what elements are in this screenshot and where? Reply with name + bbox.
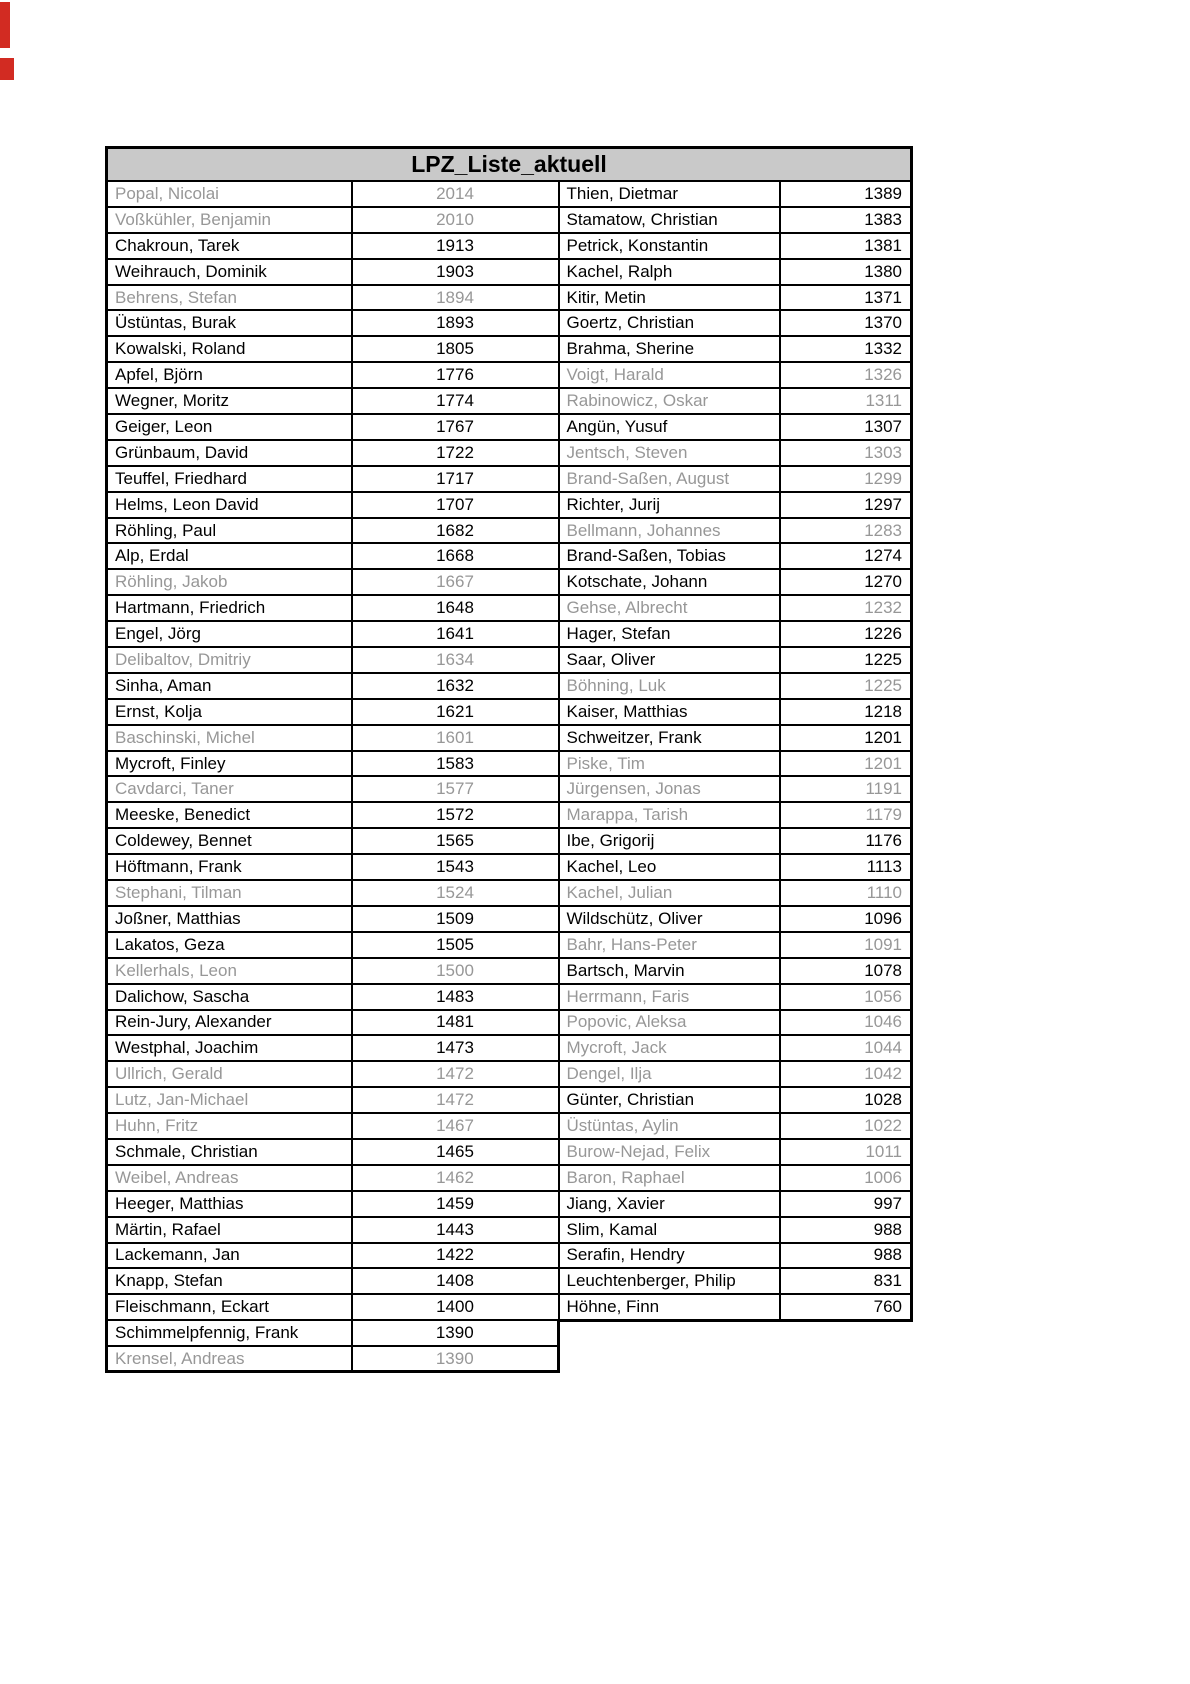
table-row — [107, 207, 912, 233]
player-name-cell: Brand-Saßen, Tobias — [559, 543, 780, 569]
player-name-cell: Weibel, Andreas — [107, 1165, 352, 1191]
rating-cell: 1483 — [352, 984, 559, 1010]
player-name-cell: Schweitzer, Frank — [559, 725, 780, 751]
player-name-cell: Kachel, Leo — [559, 854, 780, 880]
rating-cell: 1462 — [352, 1165, 559, 1191]
rating-cell: 1371 — [780, 285, 912, 311]
rating-cell: 1011 — [780, 1139, 912, 1165]
table-row — [107, 492, 912, 518]
rating-cell: 1390 — [352, 1346, 559, 1372]
rating-cell: 1380 — [780, 259, 912, 285]
player-name-cell: Angün, Yusuf — [559, 414, 780, 440]
rating-cell: 1543 — [352, 854, 559, 880]
table-row — [107, 1268, 912, 1294]
rating-cell: 1201 — [780, 725, 912, 751]
rating-cell: 1505 — [352, 932, 559, 958]
table-row — [107, 362, 912, 388]
rating-cell: 1805 — [352, 336, 559, 362]
rating-cell: 1668 — [352, 543, 559, 569]
table-row — [107, 1191, 912, 1217]
rating-cell: 1472 — [352, 1087, 559, 1113]
rating-cell: 1028 — [780, 1087, 912, 1113]
rating-cell: 1383 — [780, 207, 912, 233]
player-name-cell: Huhn, Fritz — [107, 1113, 352, 1139]
table-row — [107, 1294, 912, 1320]
rating-cell: 1707 — [352, 492, 559, 518]
table-row — [107, 233, 912, 259]
rating-cell: 1774 — [352, 388, 559, 414]
player-name-cell: Kellerhals, Leon — [107, 958, 352, 984]
table-row — [107, 751, 912, 777]
player-name-cell: Stamatow, Christian — [559, 207, 780, 233]
rating-cell: 1056 — [780, 984, 912, 1010]
rating-cell: 1044 — [780, 1035, 912, 1061]
player-name-cell: Jiang, Xavier — [559, 1191, 780, 1217]
rating-cell: 1641 — [352, 621, 559, 647]
player-name-cell: Mycroft, Finley — [107, 751, 352, 777]
player-name-cell: Baschinski, Michel — [107, 725, 352, 751]
rating-cell: 1767 — [352, 414, 559, 440]
table-row — [107, 440, 912, 466]
player-name-cell: Herrmann, Faris — [559, 984, 780, 1010]
player-name-cell: Coldewey, Bennet — [107, 828, 352, 854]
player-name-cell: Brahma, Sherine — [559, 336, 780, 362]
player-name-cell: Üstüntas, Aylin — [559, 1113, 780, 1139]
rating-cell: 1632 — [352, 673, 559, 699]
player-name-cell: Popal, Nicolai — [107, 181, 352, 207]
player-name-cell: Höftmann, Frank — [107, 854, 352, 880]
table-row — [107, 1217, 912, 1243]
player-name-cell: Bartsch, Marvin — [559, 958, 780, 984]
player-name-cell: Wegner, Moritz — [107, 388, 352, 414]
rating-cell: 1225 — [780, 673, 912, 699]
player-name-cell: Krensel, Andreas — [107, 1346, 352, 1372]
table-row — [107, 725, 912, 751]
rating-cell: 1473 — [352, 1035, 559, 1061]
player-name-cell: Kachel, Julian — [559, 880, 780, 906]
table-row — [107, 310, 912, 336]
player-name-cell: Engel, Jörg — [107, 621, 352, 647]
rating-cell: 1583 — [352, 751, 559, 777]
rating-cell: 1500 — [352, 958, 559, 984]
table-row — [107, 1346, 912, 1372]
player-name-cell: Meeske, Benedict — [107, 802, 352, 828]
rating-cell: 988 — [780, 1217, 912, 1243]
rating-cell: 760 — [780, 1294, 912, 1320]
player-name-cell: Cavdarci, Taner — [107, 776, 352, 802]
player-name-cell: Gehse, Albrecht — [559, 595, 780, 621]
player-name-cell: Bellmann, Johannes — [559, 518, 780, 544]
player-name-cell: Geiger, Leon — [107, 414, 352, 440]
rating-cell: 1225 — [780, 647, 912, 673]
player-name-cell: Westphal, Joachim — [107, 1035, 352, 1061]
player-name-cell: Höhne, Finn — [559, 1294, 780, 1320]
table-row — [107, 1113, 912, 1139]
table-row — [107, 880, 912, 906]
table-row — [107, 466, 912, 492]
table-row — [107, 828, 912, 854]
rating-cell: 1389 — [780, 181, 912, 207]
player-name-cell: Brand-Saßen, August — [559, 466, 780, 492]
player-name-cell: Goertz, Christian — [559, 310, 780, 336]
rating-cell: 1232 — [780, 595, 912, 621]
player-name-cell: Slim, Kamal — [559, 1217, 780, 1243]
player-name-cell: Voigt, Harald — [559, 362, 780, 388]
rating-cell: 1307 — [780, 414, 912, 440]
player-name-cell: Märtin, Rafael — [107, 1217, 352, 1243]
table-row — [107, 181, 912, 207]
player-name-cell: Popovic, Aleksa — [559, 1010, 780, 1036]
rating-cell: 1370 — [780, 310, 912, 336]
rating-cell: 831 — [780, 1268, 912, 1294]
table-row — [107, 1165, 912, 1191]
table-row — [107, 1243, 912, 1269]
rating-cell: 1893 — [352, 310, 559, 336]
player-name-cell: Baron, Raphael — [559, 1165, 780, 1191]
rating-cell: 1467 — [352, 1113, 559, 1139]
player-name-cell: Kowalski, Roland — [107, 336, 352, 362]
player-name-cell: Ernst, Kolja — [107, 699, 352, 725]
player-name-cell: Lakatos, Geza — [107, 932, 352, 958]
player-name-cell: Jentsch, Steven — [559, 440, 780, 466]
table-row — [107, 699, 912, 725]
rating-list — [105, 146, 910, 1373]
table-row — [107, 776, 912, 802]
rating-cell: 1422 — [352, 1243, 559, 1269]
player-name-cell: Wildschütz, Oliver — [559, 906, 780, 932]
rating-cell: 1913 — [352, 233, 559, 259]
table-row — [107, 958, 912, 984]
player-name-cell: Teuffel, Friedhard — [107, 466, 352, 492]
table-row — [107, 621, 912, 647]
player-name-cell: Voßkühler, Benjamin — [107, 207, 352, 233]
player-name-cell: Kaiser, Matthias — [559, 699, 780, 725]
rating-cell: 1621 — [352, 699, 559, 725]
table-row — [107, 285, 912, 311]
table-row — [107, 543, 912, 569]
rating-cell: 1311 — [780, 388, 912, 414]
player-name-cell: Apfel, Björn — [107, 362, 352, 388]
player-name-cell: Jürgensen, Jonas — [559, 776, 780, 802]
player-name-cell: Lackemann, Jan — [107, 1243, 352, 1269]
player-name-cell: Schimmelpfennig, Frank — [107, 1320, 352, 1346]
table-row — [107, 1139, 912, 1165]
rating-cell: 1297 — [780, 492, 912, 518]
rating-cell: 1176 — [780, 828, 912, 854]
player-name-cell: Alp, Erdal — [107, 543, 352, 569]
player-name-cell: Helms, Leon David — [107, 492, 352, 518]
player-name-cell: Günter, Christian — [559, 1087, 780, 1113]
rating-cell: 988 — [780, 1243, 912, 1269]
player-name-cell: Chakroun, Tarek — [107, 233, 352, 259]
rating-cell: 1443 — [352, 1217, 559, 1243]
player-name-cell: Rein-Jury, Alexander — [107, 1010, 352, 1036]
table-row — [107, 259, 912, 285]
rating-cell: 1042 — [780, 1061, 912, 1087]
table-row — [107, 1320, 912, 1346]
player-name-cell: Piske, Tim — [559, 751, 780, 777]
rating-cell: 1226 — [780, 621, 912, 647]
table-row — [107, 1061, 912, 1087]
table-row — [107, 414, 912, 440]
player-name-cell: Grünbaum, David — [107, 440, 352, 466]
player-name-cell: Burow-Nejad, Felix — [559, 1139, 780, 1165]
table-row — [107, 569, 912, 595]
rating-cell: 1201 — [780, 751, 912, 777]
rating-cell: 1270 — [780, 569, 912, 595]
rating-cell: 1472 — [352, 1061, 559, 1087]
rating-cell: 1299 — [780, 466, 912, 492]
player-name-cell: Behrens, Stefan — [107, 285, 352, 311]
rating-cell: 1682 — [352, 518, 559, 544]
player-name-cell: Bahr, Hans-Peter — [559, 932, 780, 958]
rating-cell: 1303 — [780, 440, 912, 466]
player-name-cell: Petrick, Konstantin — [559, 233, 780, 259]
rating-cell: 1481 — [352, 1010, 559, 1036]
rating-cell: 1326 — [780, 362, 912, 388]
player-name-cell: Joßner, Matthias — [107, 906, 352, 932]
rating-cell: 1113 — [780, 854, 912, 880]
player-name-cell: Richter, Jurij — [559, 492, 780, 518]
table-row — [107, 854, 912, 880]
table-row — [107, 906, 912, 932]
player-name-cell: Thien, Dietmar — [559, 181, 780, 207]
rating-cell: 2010 — [352, 207, 559, 233]
rating-cell: 1408 — [352, 1268, 559, 1294]
rating-cell: 1332 — [780, 336, 912, 362]
player-name-cell: Ullrich, Gerald — [107, 1061, 352, 1087]
rating-cell: 1465 — [352, 1139, 559, 1165]
rating-cell: 1091 — [780, 932, 912, 958]
player-name-cell: Dengel, Ilja — [559, 1061, 780, 1087]
rating-cell: 1110 — [780, 880, 912, 906]
rating-cell: 1577 — [352, 776, 559, 802]
player-name-cell: Dalichow, Sascha — [107, 984, 352, 1010]
table-row — [107, 984, 912, 1010]
player-name-cell: Fleischmann, Eckart — [107, 1294, 352, 1320]
table-row — [107, 1010, 912, 1036]
table-row — [107, 1087, 912, 1113]
player-name-cell: Kitir, Metin — [559, 285, 780, 311]
player-name-cell: Böhning, Luk — [559, 673, 780, 699]
player-name-cell: Ibe, Grigorij — [559, 828, 780, 854]
title-row — [107, 148, 912, 182]
rating-cell: 1022 — [780, 1113, 912, 1139]
player-name-cell: Schmale, Christian — [107, 1139, 352, 1165]
red-margin-mark-top — [0, 2, 10, 48]
table-row — [107, 1035, 912, 1061]
rating-cell: 1096 — [780, 906, 912, 932]
player-name-cell: Marappa, Tarish — [559, 802, 780, 828]
rating-cell: 1459 — [352, 1191, 559, 1217]
rating-cell: 1390 — [352, 1320, 559, 1346]
player-name-cell: Leuchtenberger, Philip — [559, 1268, 780, 1294]
player-name-cell: Stephani, Tilman — [107, 880, 352, 906]
rating-cell: 1601 — [352, 725, 559, 751]
player-name-cell: Delibaltov, Dmitriy — [107, 647, 352, 673]
rating-cell: 1903 — [352, 259, 559, 285]
rating-cell: 2014 — [352, 181, 559, 207]
player-name-cell: Sinha, Aman — [107, 673, 352, 699]
table-row — [107, 932, 912, 958]
player-name-cell: Üstüntas, Burak — [107, 310, 352, 336]
player-name-cell: Weihrauch, Dominik — [107, 259, 352, 285]
rating-cell: 1381 — [780, 233, 912, 259]
rating-cell: 1179 — [780, 802, 912, 828]
player-name-cell: Röhling, Jakob — [107, 569, 352, 595]
player-name-cell: Knapp, Stefan — [107, 1268, 352, 1294]
rating-cell: 1006 — [780, 1165, 912, 1191]
rating-cell: 1274 — [780, 543, 912, 569]
player-name-cell: Saar, Oliver — [559, 647, 780, 673]
rating-table — [105, 146, 913, 1373]
rating-cell: 1218 — [780, 699, 912, 725]
rating-cell: 997 — [780, 1191, 912, 1217]
table-row — [107, 802, 912, 828]
player-name-cell: Lutz, Jan-Michael — [107, 1087, 352, 1113]
player-name-cell: Rabinowicz, Oskar — [559, 388, 780, 414]
rating-cell: 1648 — [352, 595, 559, 621]
red-margin-mark-bottom — [0, 58, 14, 80]
table-row — [107, 388, 912, 414]
rating-cell: 1634 — [352, 647, 559, 673]
player-name-cell: Mycroft, Jack — [559, 1035, 780, 1061]
player-name-cell: Hartmann, Friedrich — [107, 595, 352, 621]
table-title: LPZ_Liste_aktuell — [107, 148, 912, 182]
rating-cell: 1667 — [352, 569, 559, 595]
rating-cell: 1524 — [352, 880, 559, 906]
rating-cell: 1078 — [780, 958, 912, 984]
table-row — [107, 673, 912, 699]
player-name-cell: Röhling, Paul — [107, 518, 352, 544]
rating-cell: 1572 — [352, 802, 559, 828]
rating-cell: 1509 — [352, 906, 559, 932]
rating-cell: 1722 — [352, 440, 559, 466]
table-row — [107, 518, 912, 544]
rating-cell: 1565 — [352, 828, 559, 854]
rating-cell: 1046 — [780, 1010, 912, 1036]
player-name-cell: Kotschate, Johann — [559, 569, 780, 595]
table-row — [107, 595, 912, 621]
player-name-cell: Serafin, Hendry — [559, 1243, 780, 1269]
rating-cell: 1400 — [352, 1294, 559, 1320]
rating-cell: 1894 — [352, 285, 559, 311]
rating-cell: 1776 — [352, 362, 559, 388]
rating-cell: 1191 — [780, 776, 912, 802]
player-name-cell: Heeger, Matthias — [107, 1191, 352, 1217]
player-name-cell: Kachel, Ralph — [559, 259, 780, 285]
table-row — [107, 336, 912, 362]
table-row — [107, 647, 912, 673]
rating-cell: 1717 — [352, 466, 559, 492]
player-name-cell: Hager, Stefan — [559, 621, 780, 647]
rating-cell: 1283 — [780, 518, 912, 544]
